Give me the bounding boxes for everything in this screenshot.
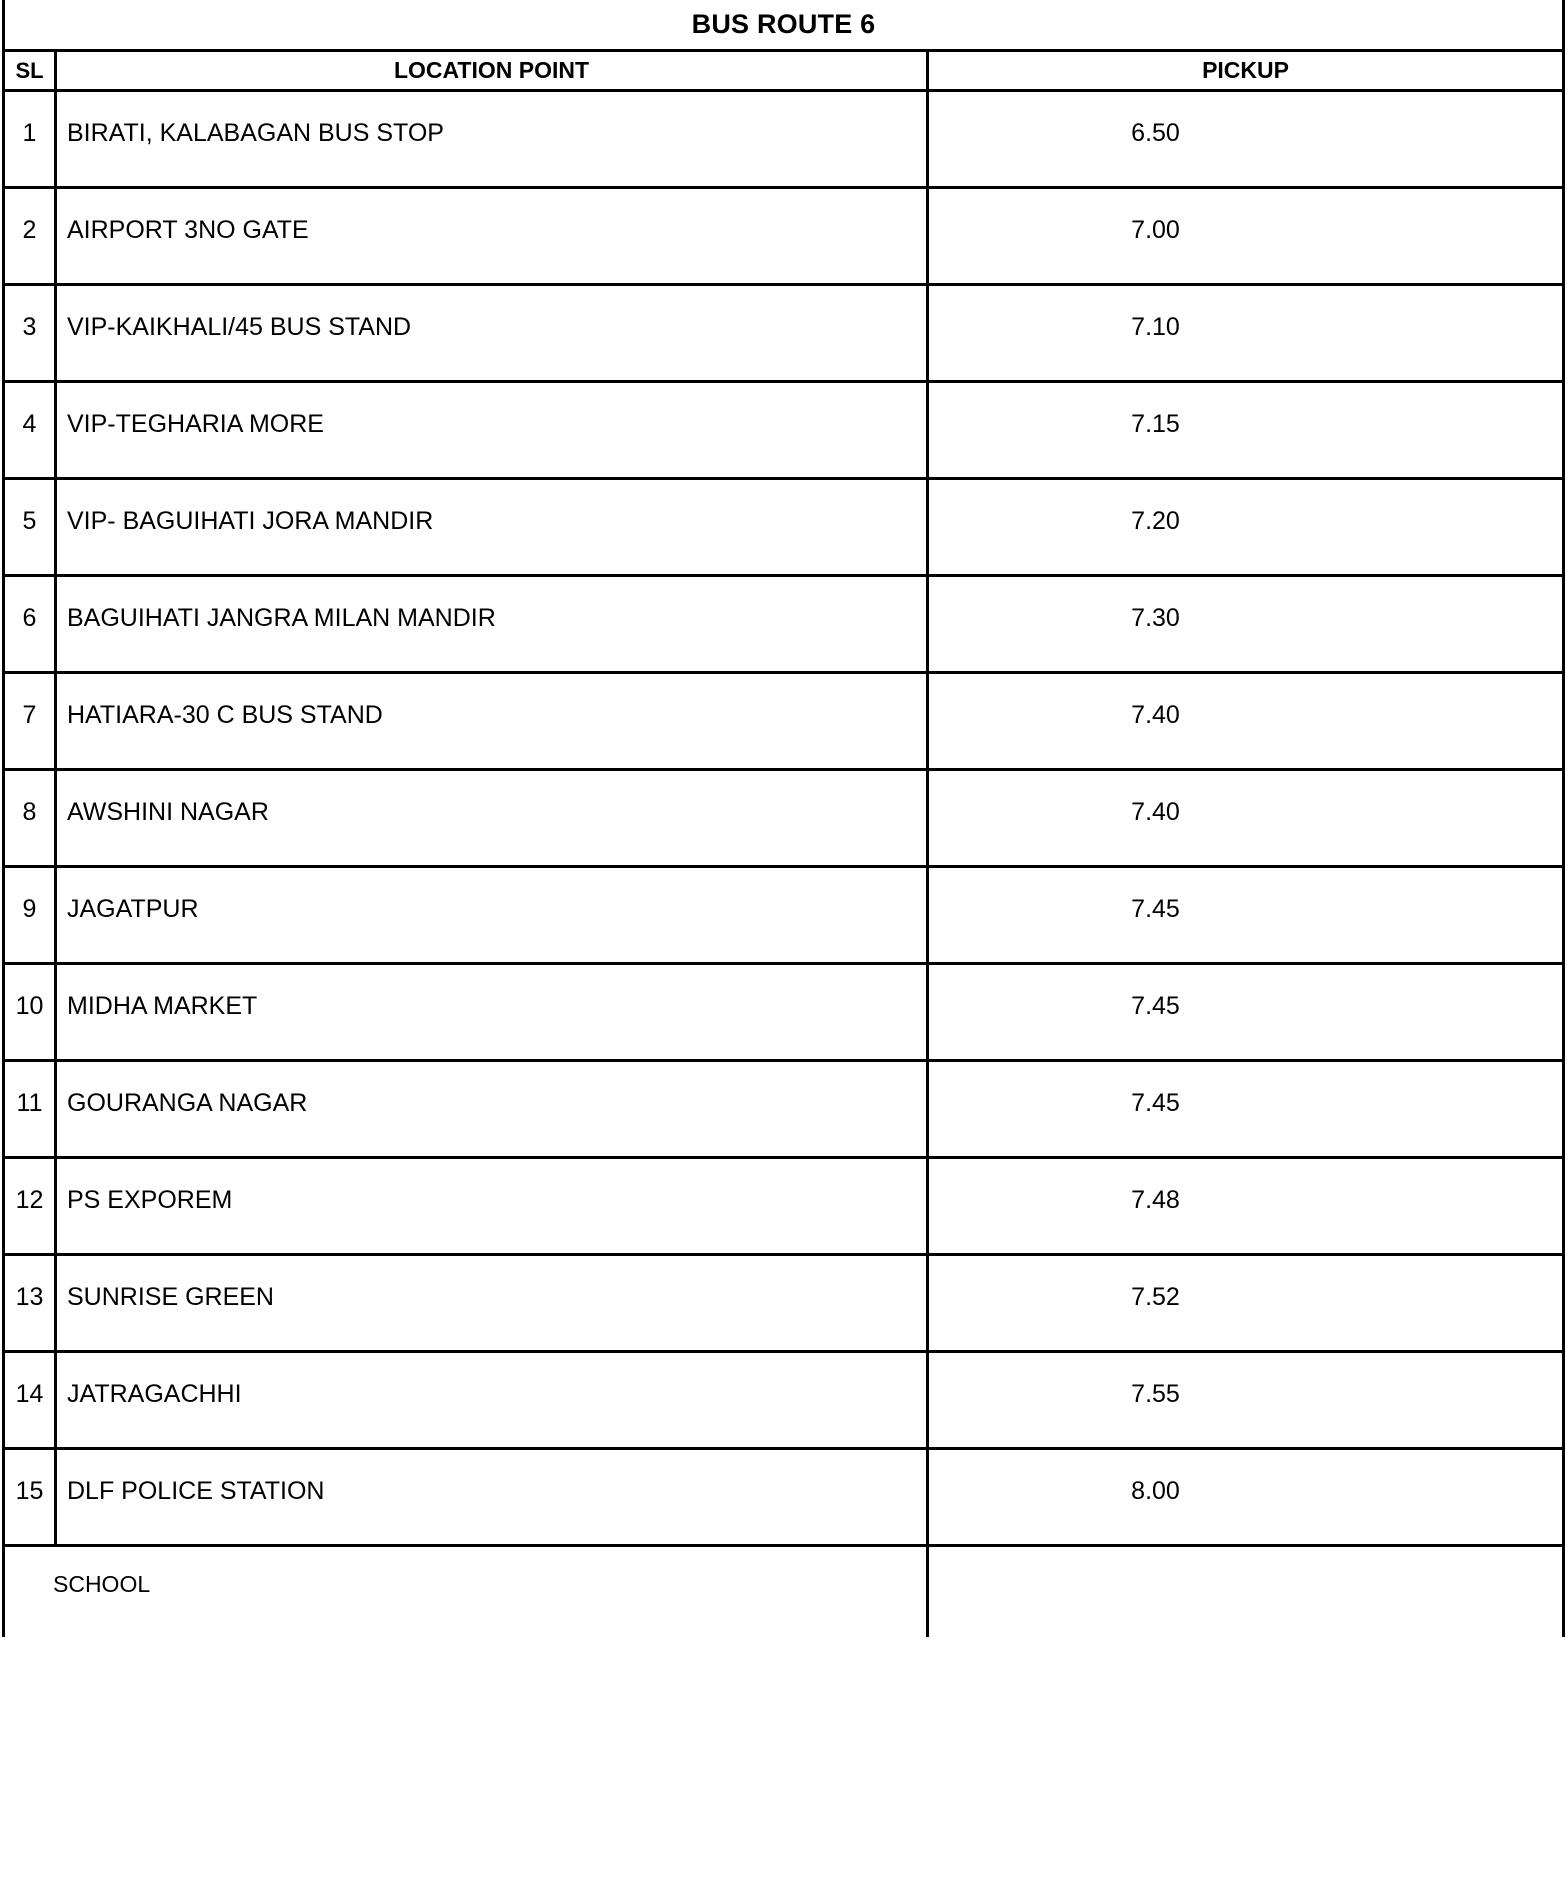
table-title-row (4, 0, 1564, 51)
cell-location (56, 576, 928, 673)
cell-sl-text: 10 (15, 991, 44, 1020)
table-row (4, 91, 1564, 188)
cell-location (56, 91, 928, 188)
cell-sl (4, 1061, 56, 1158)
cell-location-text: PS EXPOREM (67, 1185, 233, 1214)
table-row (4, 285, 1564, 382)
cell-pickup (928, 1061, 1564, 1158)
table-row (4, 1061, 1564, 1158)
cell-location (56, 673, 928, 770)
table-row (4, 188, 1564, 285)
cell-pickup (928, 285, 1564, 382)
cell-pickup (928, 576, 1564, 673)
cell-location-text: BIRATI, KALABAGAN BUS STOP (67, 118, 444, 147)
table-row (4, 1449, 1564, 1546)
cell-location (56, 285, 928, 382)
cell-destination-pickup (928, 1546, 1564, 1638)
cell-pickup-text: 7.45 (1131, 1088, 1180, 1117)
cell-sl (4, 1255, 56, 1352)
cell-sl (4, 576, 56, 673)
column-header-sl: SL (4, 51, 56, 91)
table-footer-row (4, 1546, 1564, 1638)
cell-pickup-text: 7.15 (1131, 409, 1180, 438)
cell-pickup (928, 91, 1564, 188)
cell-location (56, 1061, 928, 1158)
cell-sl-text: 8 (22, 797, 37, 826)
bus-route-table (2, 0, 1565, 1637)
cell-pickup-text: 7.30 (1131, 603, 1180, 632)
cell-sl-text: 4 (22, 409, 37, 438)
cell-location-text: GOURANGA NAGAR (67, 1088, 308, 1117)
cell-location-text: HATIARA-30 C BUS STAND (67, 700, 383, 729)
cell-pickup-text: 7.45 (1131, 894, 1180, 923)
cell-pickup (928, 1255, 1564, 1352)
table-row (4, 673, 1564, 770)
cell-sl-text: 11 (16, 1088, 43, 1117)
cell-pickup-text: 7.40 (1131, 797, 1180, 826)
cell-pickup (928, 770, 1564, 867)
cell-pickup-text: 8.00 (1131, 1476, 1180, 1505)
cell-location-text: JAGATPUR (67, 894, 199, 923)
cell-pickup-text: 7.45 (1131, 991, 1180, 1020)
cell-sl-text: 5 (22, 506, 37, 535)
cell-destination (4, 1546, 928, 1638)
cell-sl (4, 964, 56, 1061)
cell-sl (4, 770, 56, 867)
cell-sl-text: 7 (22, 700, 37, 729)
cell-sl (4, 188, 56, 285)
table-row (4, 867, 1564, 964)
cell-pickup-text: 7.40 (1131, 700, 1180, 729)
cell-sl (4, 1352, 56, 1449)
cell-pickup (928, 964, 1564, 1061)
column-header-location-point: LOCATION POINT (56, 51, 928, 91)
cell-sl-text: 3 (22, 312, 37, 341)
cell-location (56, 1255, 928, 1352)
cell-location-text: VIP- BAGUIHATI JORA MANDIR (67, 506, 434, 535)
cell-pickup-text: 6.50 (1131, 118, 1180, 147)
table-row (4, 1255, 1564, 1352)
column-header-pickup: PICKUP (928, 51, 1564, 91)
cell-location (56, 1158, 928, 1255)
table-header-row (4, 51, 1564, 91)
cell-sl-text: 15 (15, 1476, 44, 1505)
cell-location (56, 1449, 928, 1546)
cell-location (56, 188, 928, 285)
page-title: BUS ROUTE 6 (4, 0, 1564, 51)
cell-pickup-text: 7.00 (1131, 215, 1180, 244)
cell-sl (4, 479, 56, 576)
cell-sl-text: 6 (22, 603, 37, 632)
cell-location-text: JATRAGACHHI (67, 1379, 242, 1408)
table-row (4, 1158, 1564, 1255)
cell-destination-text: SCHOOL (53, 1570, 151, 1597)
cell-location-text: MIDHA MARKET (67, 991, 258, 1020)
cell-pickup (928, 479, 1564, 576)
cell-pickup-text: 7.48 (1131, 1185, 1180, 1214)
cell-sl (4, 91, 56, 188)
cell-sl (4, 673, 56, 770)
cell-location-text: VIP-KAIKHALI/45 BUS STAND (67, 312, 412, 341)
cell-location (56, 867, 928, 964)
cell-location-text: DLF POLICE STATION (67, 1476, 325, 1505)
cell-location (56, 964, 928, 1061)
cell-pickup-text: 7.20 (1131, 506, 1180, 535)
cell-location-text: AWSHINI NAGAR (67, 797, 269, 826)
cell-pickup (928, 673, 1564, 770)
table-row (4, 770, 1564, 867)
table-row (4, 964, 1564, 1061)
cell-sl-text: 13 (15, 1282, 44, 1311)
cell-sl-text: 2 (22, 215, 37, 244)
cell-location (56, 479, 928, 576)
cell-sl (4, 285, 56, 382)
cell-pickup (928, 382, 1564, 479)
table-row (4, 576, 1564, 673)
cell-location-text: AIRPORT 3NO GATE (67, 215, 309, 244)
cell-location-text: SUNRISE GREEN (67, 1282, 274, 1311)
cell-pickup (928, 1352, 1564, 1449)
cell-pickup (928, 1449, 1564, 1546)
cell-sl (4, 1449, 56, 1546)
cell-sl-text: 12 (15, 1185, 44, 1214)
cell-location (56, 1352, 928, 1449)
cell-location-text: VIP-TEGHARIA MORE (67, 409, 324, 438)
cell-location (56, 770, 928, 867)
cell-sl (4, 867, 56, 964)
cell-pickup-text: 7.10 (1131, 312, 1180, 341)
cell-pickup (928, 867, 1564, 964)
cell-sl-text: 14 (15, 1379, 44, 1408)
cell-sl (4, 382, 56, 479)
table-row (4, 479, 1564, 576)
cell-pickup (928, 188, 1564, 285)
table-row (4, 382, 1564, 479)
cell-pickup-text: 7.52 (1131, 1282, 1180, 1311)
table-row (4, 1352, 1564, 1449)
cell-location (56, 382, 928, 479)
cell-sl-text: 9 (22, 894, 37, 923)
cell-location-text: BAGUIHATI JANGRA MILAN MANDIR (67, 603, 496, 632)
cell-pickup-text: 7.55 (1131, 1379, 1180, 1408)
cell-sl (4, 1158, 56, 1255)
cell-sl-text: 1 (22, 118, 37, 147)
cell-pickup (928, 1158, 1564, 1255)
